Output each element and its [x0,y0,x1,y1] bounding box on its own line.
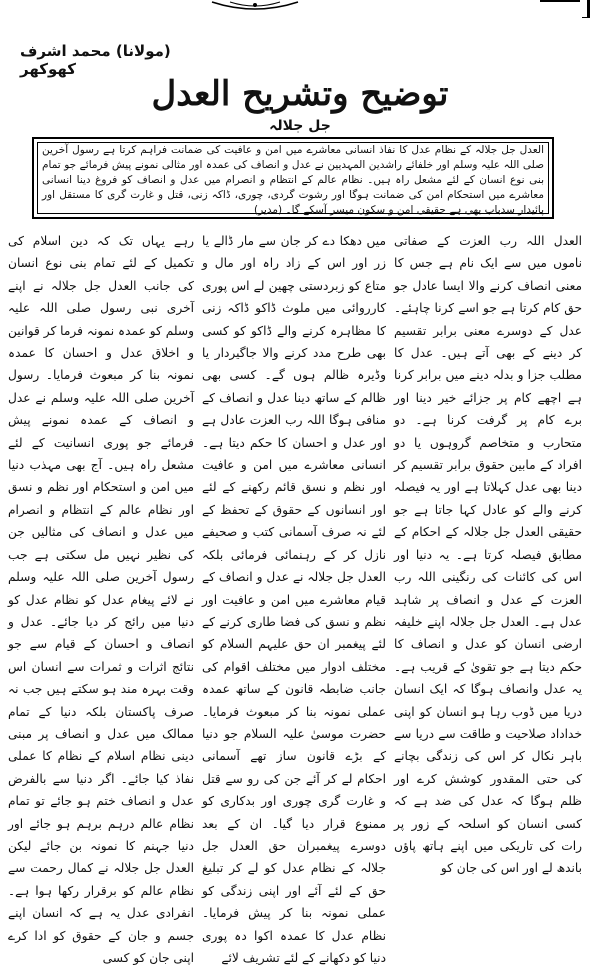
top-rule [540,0,580,2]
article-title [150,70,450,134]
column-middle [202,230,386,965]
column-left-text: رہے یہاں تک کہ دین اسلام کی تکمیل کے لئے تمام بنی نوع انسان کی جانب العدل جل جلالہ نے اپنے آخری نبی رسول صلی اللہ علیہ وسلم کو عمدہ نمونہ فرما کر قوانین و اخلاق عدل و احسان کا عمدہ نمونہ بنا کر مبعوث فرمایا۔ رسول آخرین صلی اللہ علیہ وسلم نے عدل و انصاف کے عمدہ نمونے پیش فرمائے جو پوری انسانیت کے لئے مشعل راہ ہیں۔ آج بھی مہذب دنیا میں امن و استحکام اور نظم و نسق اور نظام عالم کے انتظام و انصرام میں عدل و انصاف کی مثالیں جن کی نظیر نہیں مل سکتی ہے جب رسول آخرین صلی اللہ علیہ وسلم نے لائے پیغام عدل کو نظام عدل کو دنیا میں رائج کر دیا جائے۔ عدل و انصاف و احسان کے قیام سے جو نتائج اثرات و ثمرات سے انسان اس وقت بہرہ مند ہو سکتے ہیں جب نہ صرف پاکستان بلکہ دنیا کے تمام ممالک میں عدل و انصاف پر مبنی دینی نظام اسلام کے نظام کا عملی نفاذ کیا جائے۔ اگر دنیا سے بالفرض عدل و انصاف ختم ہو جائے تو تمام نظام عالم درہم برہم ہو جائے اور دنیا جہنم کا نمونہ بن جائے لیکن العدل جل جلالہ نے کمال رحمت سے نظام عالم کو برقرار رکھا ہوا ہے۔ انفرادی عدل یہ ہے کہ انسان اپنے جسم و جان کے حقوق کو ادا کرے اپنی جان کو کسی [8,234,194,965]
abstract-text: العدل جل جلالہ کے نظام عدل کا نفاذ انسانی معاشرے میں امن و عافیت کی ضمانت فراہم کرتا ہے رسول آخرین صلی اللہ علیہ وسلم اور خلفائے راشدین المہدیین نے عدل و انصاف کی عمدہ اور مثالی نمونے پیش فرمائے جو تمام بنی نوع انسان کے لئے مشعل راہ ہیں۔ نظام عالم کے انتظام و انصرام میں عدل و انصاف کو فروغ دینا انسانی معاشرے میں استحکام امن کی ضمانت ہوگا اور رشوت گردی، چوری، ڈاکہ زنی، قتل و غارت گری کا مستقل اور پائیدار سدباب بھی ہے حقیقی امن و سکون میسر آسکے گا۔ [42,144,544,216]
column-right [394,230,582,876]
decorative-ornament-icon [210,0,300,12]
corner-bracket [582,0,590,18]
editor-note: (مدیر) [254,204,283,216]
abstract-text-wrap [42,143,544,218]
body-columns [4,230,584,965]
abstract-box [32,137,554,219]
title-honorific: جل جلالہ [269,118,331,134]
column-right-text: العدل اللہ رب العزت کے صفاتی ناموں میں سے ایک نام ہے جس کا معنی انصاف کرنے والا ایسا عادل جو حق کام کرتا ہے جو اسے کرنا چاہئے۔ عدل کے دوسرے معنی برابر تقسیم کر دینے کے بھی آتے ہیں۔ عدل کا مطلب جزا و بدلہ دینے میں برابر کرنا ہے اچھے کام پر جزائے خیر دینا اور برے کام پر گرفت کرنا ہے۔ دو متحارب و متخاصم گروہوں یا دو افراد کے مابین حقوق برابر تقسیم کر دینا بھی عدل کہلاتا ہے اور یہ فیصلہ کرنے والے کو عادل کہا جاتا ہے جو حقیقی العدل جل جلالہ کے احکام کے مطابق فیصلہ کرتا ہے۔ یہ دنیا اور اس کی کائنات کی رنگینی اللہ رب العزت کے عدل و انصاف پر شاہد عدل ہے۔ العدل جل جلالہ اپنے خلیفہ ارضی انسان کو عدل و انصاف کا حکم دیتا ہے جو تقویٰ کے قریب ہے۔ یہ عدل وانصاف ہوگا کہ ایک انسان دریا میں ڈوب رہا ہو انسان کو اپنی خداداد صلاحیت و طاقت سے دریا سے باہر نکال کر اس کی زندگی بچانے کی حتی المقدور کوشش کرے اور ظلم ہوگا کہ عدل کی ضد ہے کہ کسی انسان کو اسلحہ کے زور پر رات کی تاریکی میں اپنے ہاتھ پاؤں باندھ لے اور اس کی جان کو [394,234,582,876]
author-name: (مولانا) محمد اشرف کھوکھر [20,42,171,78]
title-text: توضیح وتشریح العدل [151,74,449,114]
column-middle-text: میں دھکا دے کر جان سے مار ڈالے یا زر اور اس کے زاد راہ اور مال و متاع کو زبردستی چھین لے اس پوری کارروائی میں ملوث ڈاکو ڈاکہ زنی کا مظاہرہ کرنے والے ڈاکو کو کسی بھی طرح مدد کرنے والا جاگیردار یا وڈیرہ ظالم ہوں گے۔ کسی بھی ظالم کے ساتھ دینا عدل و انصاف کے منافی ہوگا اللہ رب العزت عادل ہے اور عدل و احسان کا حکم دیتا ہے۔ انسانی معاشرے میں امن و عافیت اور نظم و نسق قائم رکھنے کے لئے اور انسانوں کے حقوق کے تحفظ کے لئے نہ صرف آسمانی کتب و صحیفے نازل کر کے رہنمائی فرمائی بلکہ العدل جل جلالہ نے عدل و انصاف کے قیام معاشرے میں امن و عافیت اور نظم و نسق کی فضا طاری کرنے کے لئے پیغمبر ان حق علیہم السلام کو مختلف ادوار میں مختلف اقوام کی جانب ضابطہ قانون کے ساتھ عمدہ عملی نمونہ بنا کر مبعوث فرمایا۔ حضرت موسیٰ علیہ السلام جو دنیا کے بڑے قانون ساز تھے آسمانی احکام لے کر آئے جن کی رو سے قتل و غارت گری چوری اور بدکاری کو ممنوع قرار دیا گیا۔ ان کے بعد دوسرے پیغمبران حق العدل جل جلالہ کے نظام عدل کو لے کر تبلیغ حق کے لئے آئے اور اپنی زندگی کو عملی نمونہ بنا کر پیش فرمایا۔ نظام عدل کا عمدہ اکوا دہ پوری دنیا کو دکھانے کے لئے تشریف لائے [202,234,386,965]
column-left [8,230,194,965]
